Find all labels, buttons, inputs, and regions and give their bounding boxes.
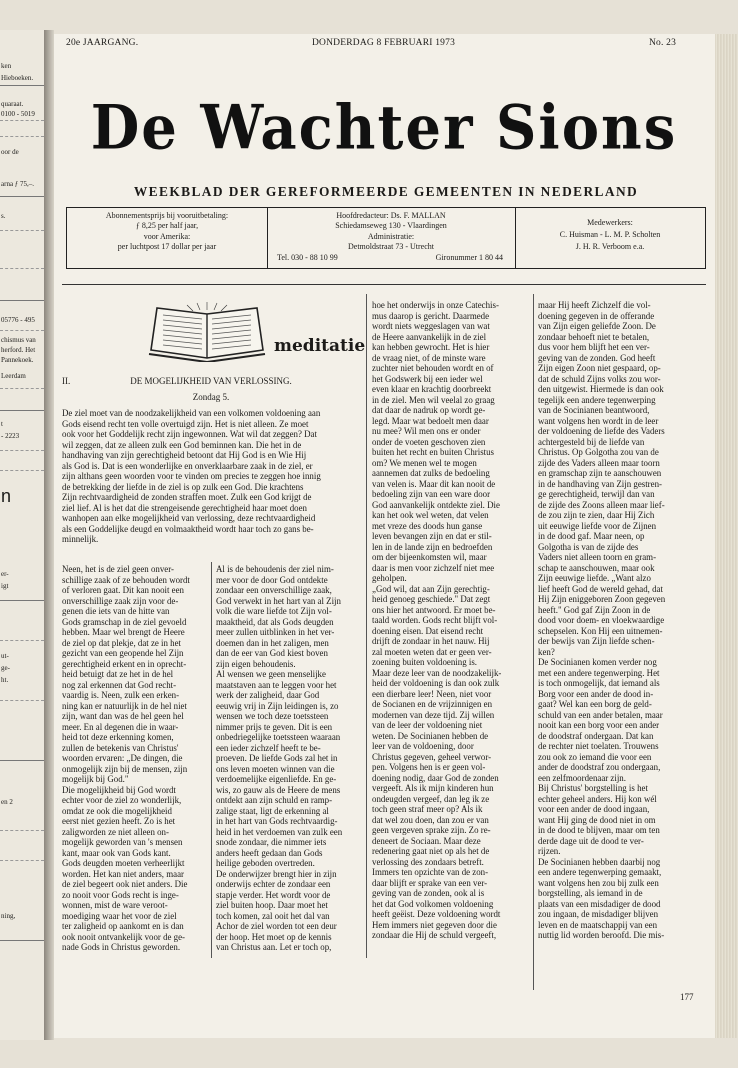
text-line: toch geen straf meer op? Als ik (372, 804, 483, 814)
editor-line: Hoofdredacteur: Ds. F. MALLAN (336, 211, 446, 220)
volume-label: 20e JAARGANG. (66, 38, 139, 48)
text-line: De Socinianen hebben daarbij nog (538, 856, 661, 867)
section-label: meditatie (274, 336, 366, 356)
text-line: Zijn eigen Zoon niet gespaard, op- (538, 363, 661, 373)
text-line: heeft." God gaf Zijn Zoon in de (538, 604, 651, 615)
text-line: deneert de Sociaan. Maar deze (372, 835, 481, 846)
previous-page-fragment: herford. Het (1, 346, 36, 354)
text-line: doemen dan in het zaligen, men (216, 637, 329, 648)
text-line: buiten het recht en buiten Christus (372, 447, 495, 457)
previous-page-rule (0, 85, 44, 86)
text-line: want volgens hen wordt in de leer (538, 415, 659, 426)
text-line: in het hart van Gods rechtvaardig- (216, 816, 338, 826)
text-line: zullen de betekenis van Christus' (62, 742, 179, 753)
text-line: want Hij ging de dood niet in om (538, 814, 656, 825)
text-line: gezicht van een geopende hel Zijn (62, 648, 184, 658)
text-line: de ziel begeert ook niet anders. Die (62, 879, 188, 889)
text-line: anders heeft gedaan dan Gods (216, 847, 323, 858)
text-line: woorden ervaren: „De dingen, die (62, 753, 183, 763)
text-line: Neen, het is de ziel geen onver- (62, 564, 174, 574)
text-line: Zijn eeuwige liefde. „Want alzo (538, 573, 651, 583)
text-line: van Christus aan. Let er toch op, (216, 942, 332, 952)
text-line: stapje verder. Het wordt voor de (216, 889, 331, 900)
text-line: heilige geboden overtreden. (216, 858, 315, 868)
text-line: kan hebben gewrocht. Het is hier (372, 342, 490, 352)
text-line: echter voor de ziel zo wonderlijk, (62, 795, 182, 805)
previous-page-fragment: arna ƒ 75,–. (1, 180, 35, 188)
text-line: Achor de ziel worden tot een deur (216, 921, 337, 931)
text-line: zaligworden ze niet alleen on- (62, 826, 169, 837)
text-line: wordt niets weggeslagen van wat (372, 321, 490, 331)
text-line: handhaving van zijn gerechtigheid betoont dat Hij God is en Wie Hij (62, 450, 307, 460)
text-line: genen die iets van de hitte van (62, 606, 170, 616)
previous-page-rule (0, 196, 44, 197)
book-gutter (44, 30, 54, 1040)
text-line: is toch onmogelijk, dat iemand als (538, 678, 660, 688)
previous-page-fragment: ht. (1, 676, 9, 684)
text-line: leven bevangen zijn en dat er stil- (372, 531, 492, 541)
text-line: in de ziel. Men wil veelal zo graag (372, 394, 495, 405)
text-line: Borg voor een ander de dood in- (538, 688, 654, 699)
text-line: redenering gaat niet op als het de (372, 846, 490, 856)
previous-page-fragment: ning, (1, 912, 16, 920)
text-line: Christus gegeven, geheel verwor- (372, 751, 492, 762)
text-line: dat daar de nadruk op wordt ge- (372, 405, 486, 415)
article-intro (62, 408, 362, 545)
text-line: een andere tegenwerping gemaakt, (538, 867, 662, 877)
text-line: dat de schuld Zijns volks zou wor- (538, 373, 661, 384)
text-line: van de Socinianen beantwoord, (538, 405, 650, 415)
text-line: drijft de zondaar in het nauw. Hij (372, 636, 490, 646)
text-line: nu mee? Wil men ons er onder (372, 426, 481, 436)
contributors-info (515, 208, 705, 268)
column-rule (211, 562, 212, 958)
text-line: of verloren gaat. Dit kan nooit een (62, 585, 184, 595)
text-line: ontdekt aan zijn schuld en ramp- (216, 795, 333, 805)
article-column-2 (216, 564, 362, 953)
text-line: weten. De Socinianen hebben de (372, 730, 489, 741)
text-line: als een Goddelijke deugd en volmaaktheid wordt haar toch zo gans be- (62, 523, 314, 534)
text-line: volk die ware liefde tot Zijn vol- (216, 606, 332, 616)
text-line: vergeeft. Als ik mijn kinderen hun (372, 783, 494, 793)
text-line: derde dage uit de dood te ver- (538, 835, 644, 846)
text-line: Al is de behoudenis der ziel nim- (216, 564, 334, 574)
text-line: schillige zaak of ze behouden wordt (62, 574, 190, 585)
text-line: vaardig is. Neen, zulk een erken- (62, 690, 180, 700)
text-line: ons hier het antwoord. Er moet be- (372, 604, 496, 615)
text-line: zo nooit voor Gods recht is inge- (62, 889, 179, 900)
text-line: bedoeling zijn van een ware door (372, 489, 491, 499)
article-column-1 (62, 564, 206, 953)
text-line: de vraag niet, of de minste ware (372, 352, 486, 363)
text-line: kant, maar ook van Gods kant. (62, 847, 171, 858)
previous-page-rule (0, 120, 44, 121)
text-line: dat wel zou doen, dan zou er van (372, 814, 489, 825)
text-line: een ieder zichzelf heeft te be- (216, 742, 321, 753)
article-column-3 (372, 300, 528, 941)
text-line: De onderwijzer brengt hier in zijn (216, 868, 337, 879)
text-line: de zou zijn te zien, daar Hij Zich (538, 510, 655, 520)
previous-page-fragment: n (1, 486, 12, 506)
previous-page-rule (0, 230, 44, 231)
text-line: zondaar een onverschillige zaak, (216, 585, 332, 595)
text-line: aannemen dat zulks de bedoeling (372, 468, 490, 478)
text-line: ondeugden vergeef, dan leg ik ze (372, 793, 490, 804)
date-label: DONDERDAG 8 FEBRUARI 1973 (312, 38, 456, 48)
text-line: van velen is. Maar dit kan nooit de (372, 478, 496, 489)
text-line: nooit kan een borg voor een ander (538, 720, 660, 730)
previous-page-rule (0, 600, 44, 601)
text-line: nuttig lid worden beroofd. Die mis- (538, 930, 665, 940)
previous-page-strip (0, 30, 45, 1040)
previous-page-rule (0, 450, 44, 451)
text-line: doening gegeven in de offerande (538, 310, 655, 321)
text-line: Hij Zijn eniggeboren Zoon gegeven (538, 594, 666, 604)
text-line: doening eisen. Dat eisend recht (372, 625, 484, 636)
previous-page-rule (0, 830, 44, 831)
text-line: Christus. Op Golgotha zou van de (538, 447, 659, 457)
text-line: God verwekt in het hart van al Zijn (216, 595, 341, 606)
text-line: Gods gramschap in de ziel gevoeld (62, 616, 187, 627)
contributors-line: J. H. R. Verboom e.a. (575, 242, 645, 251)
previous-page-fragment: quaraat. (1, 100, 24, 108)
page-edges (715, 34, 738, 1038)
previous-page-fragment: t (1, 420, 3, 428)
text-line: omdat ze ook die mogelijkheid (62, 805, 172, 816)
text-line: zuchter niet behouden wordt en of (372, 363, 494, 373)
text-line: proeven. De liefde Gods zal het in (216, 753, 338, 763)
text-line: toch komen, zal ooit het dal van (216, 910, 330, 921)
text-line: maar Hij heeft Zichzelf die vol- (538, 300, 651, 310)
open-bible-icon (147, 300, 267, 362)
text-line: het Godswerk bij een ieder wel (372, 373, 483, 384)
previous-page-fragment: s. (1, 212, 6, 220)
text-line: geving van de zonden, ook al is (372, 888, 485, 898)
text-line: zijn eigen behoudenis. (216, 658, 296, 669)
previous-page-fragment: 05776 - 495 (1, 316, 35, 324)
text-line: „God wil, dat aan Zijn gerechtig- (372, 583, 490, 594)
editor-line: Schiedamseweg 130 - Vlaardingen (335, 221, 447, 231)
text-line: mogelijk geworden van 's mensen (62, 837, 183, 847)
previous-page-fragment: ken (1, 62, 12, 70)
article-title: DE MOGELIJKHEID VAN VERLOSSING. (130, 376, 292, 386)
text-line: Gods deugden moeten verheerlijkt (62, 858, 185, 868)
page-number: 177 (680, 992, 694, 1002)
text-line: wanhopen aan elke mogelijkheid van verlossing, deze rechtvaardigheid (62, 513, 316, 523)
contributors-line: C. Huisman - L. M. P. Scholten (559, 230, 661, 239)
text-line: daar blijft er sprake van een ver- (372, 877, 488, 888)
text-line: geen vergeven sprake zijn. Zo re- (372, 825, 491, 835)
text-line: de rechter niet toelaten. Trouwens (538, 741, 659, 751)
text-line: Die mogelijkheid bij God wordt (62, 784, 176, 795)
header-rule (62, 284, 706, 285)
text-line: dus voor hem blijft het een ver- (538, 342, 650, 352)
issue-label: No. 23 (649, 38, 677, 48)
text-line: worden. Het kan niet anders, maar (62, 868, 184, 879)
previous-page-fragment: oor de (1, 148, 19, 156)
previous-page-fragment: - 2223 (1, 432, 20, 440)
text-line: heid tot deze erkenning komen, (62, 732, 174, 742)
text-line: in de dood gaf. Maar neen, op (538, 531, 645, 541)
text-line: de zijde des Zoons alleen maar lief- (538, 499, 665, 510)
text-line: zijde des Vaders alleen maar toorn (538, 457, 660, 468)
text-line: schap te aanschouwen, maar ook (538, 562, 655, 573)
text-line: zal moeten weten dat er geen ver- (372, 646, 492, 657)
text-line: ander de doodstraf zou ondergaan, (538, 762, 661, 772)
text-line: eerst niet gezien heeft. Zo is het (62, 816, 176, 826)
text-line: nade Gods in Christus geworden. (62, 942, 181, 952)
text-line: van Zijn eigen geliefde Zoon. De (538, 321, 656, 331)
text-line: Gods eisend recht ten volle overtuigd zijn. Het is niet alleen. Ze moet (62, 418, 309, 429)
text-line: als God is. Dat is een wonderlijke en onverklaarbare zaak in de ziel, er (62, 460, 313, 471)
text-line: de doodstraf ondergaan. Dat kan (538, 730, 654, 741)
text-line: ge gerechtigheid, terwijl dan van (538, 489, 655, 499)
previous-page-rule (0, 470, 44, 471)
text-line: der bewijs van Zijn liefde schen- (538, 636, 655, 646)
text-line: leven en de maatschappij van een (538, 919, 658, 930)
text-line: de Socianen en de vrijzinnigen en (372, 699, 493, 709)
text-line: ning kan er natuurlijk in de hel niet (62, 700, 187, 711)
previous-page-fragment: er- (1, 570, 9, 578)
previous-page-rule (0, 268, 44, 269)
text-line: onder de voeten geschoven zien (372, 436, 486, 447)
text-line: ook voor het Goddelijk recht zijn ingewonnen. Wat wil dat zeggen? Dat (62, 429, 317, 439)
text-line: legd. Maar wat bedoelt men daar (372, 415, 489, 426)
text-line: maaktheid, dat als Gods deugden (216, 616, 334, 627)
previous-page-rule (0, 300, 44, 301)
previous-page-fragment: Leerdam (1, 372, 26, 380)
text-line: het dat God volkomen voldoening (372, 898, 494, 909)
text-line: nimmer prijs te geven. Dit is een (216, 721, 333, 732)
text-line: van de leer der voldoening niet (372, 720, 483, 730)
text-line: om der bijeenkomsten wil, maar (372, 552, 487, 562)
text-line: rijzen. (538, 846, 561, 856)
previous-page-rule (0, 330, 44, 331)
text-line: ken? (538, 646, 555, 657)
previous-page-rule (0, 760, 44, 761)
text-line: zijn, want dan was de hel geen hel (62, 711, 184, 721)
text-line: wonnen, mist de ware veroot- (62, 900, 168, 910)
masthead-subtitle: WEEKBLAD DER GEREFORMEERDE GEMEENTEN IN NEDERLAND (133, 184, 639, 199)
text-line: de betrekking der liefde in de ziel is op zulk een God. Die krachtens (62, 481, 304, 492)
part-number: II. (62, 376, 71, 386)
text-line: heid der voldoening is dan ook zulk (372, 678, 500, 688)
text-line: ter zaligheid op aankomt en is dan (62, 921, 184, 931)
text-line: in de dood te blijven, maar om ten (538, 825, 660, 835)
text-line: verdoemelijke eigenliefde. En ge- (216, 774, 337, 784)
text-line: plaats van een misdadiger de dood (538, 898, 661, 909)
text-line: zijn althans geen woorden voor te vinden om precies te zeggen hoe innig (62, 471, 321, 481)
text-line: den uitgewist. Hiermede is dan ook (538, 384, 664, 394)
text-line: meer. En al degenen die in waar- (62, 721, 179, 732)
previous-page-rule (0, 136, 44, 137)
text-line: der hoop. Het moet op de kennis (216, 931, 332, 942)
text-line: werk der zaligheid, daar God (216, 690, 320, 700)
text-line: zalige staat, ligt de erkenning al (216, 805, 329, 816)
text-line: een dierbare leer! Neen, niet voor (372, 688, 492, 699)
text-line: mer voor de door God ontdekte (216, 574, 328, 585)
article-subtitle: Zondag 5. (192, 392, 230, 402)
previous-page-rule (0, 860, 44, 861)
previous-page-rule (0, 640, 44, 641)
text-line: de ziel op dat plekje, dat ze in het (62, 637, 182, 648)
text-line: zou ook zo iemand die voor een (538, 751, 652, 762)
text-line: meer zullen uitblinken in het ver- (216, 627, 335, 637)
text-line: zondaar die Hij de schuld vergeeft, (372, 930, 497, 940)
text-line: zoening buiten voldoening is. (372, 657, 478, 667)
text-line: zondaar behoeft niet te betalen, (538, 331, 650, 342)
text-line: en gramschap zijn te aanschouwen (538, 468, 662, 478)
text-line: eeuwig vrij in Zijn leidingen is, zo (216, 700, 339, 711)
text-line: hebben. Maar wel brengt de Heere (62, 627, 185, 637)
text-line: in de handhaving van Zijn gestren- (538, 478, 662, 489)
subscription-line: voor Amerika: (143, 231, 191, 241)
tel-label: Tel. 030 - 88 10 99 (277, 252, 338, 262)
text-line: len in de lande zijn en bedroefden (372, 541, 493, 552)
text-line: Maar deze leer van de noodzakelijk- (372, 667, 502, 678)
text-line: onbedriegelijke toetssteen waaraan (216, 732, 341, 742)
text-line: Golgotha is van de zijde des (538, 541, 639, 552)
text-line: gaat? Wel kan een borg de geld- (538, 699, 652, 709)
editor-line: Detmoldstraat 73 - Utrecht (348, 242, 434, 252)
text-line: heid genoeg geschiede." Dat zegt (372, 594, 491, 604)
text-line: De Socinianen komen verder nog (538, 657, 657, 667)
text-line: ziel lief. Al is het dat die strengeisende gerechtigheid haar moet doen (62, 502, 307, 513)
previous-page-rule (0, 410, 44, 411)
subscription-line: per luchtpost 17 dollar per jaar (117, 242, 217, 252)
text-line: Bij Christus' borgstelling is het (538, 783, 648, 793)
text-line: moediging waar het voor de ziel (62, 910, 177, 921)
text-line: God aanvankelijk ontdekte ziel. Die (372, 499, 500, 510)
text-line: borgstelling, als iemand in de (538, 888, 643, 898)
text-line: Zijn rechtvaardigheid de zonden straffen moet. Zulk een God krijgt de (62, 492, 312, 502)
text-line: geholpen. (372, 573, 407, 583)
text-line: wil zeggen, dat ze alleen zulk een God beminnen kan. Die het in de (62, 439, 302, 450)
editor-info (267, 208, 515, 268)
text-line: taald worden. Gods recht blijft vol- (372, 615, 498, 625)
text-line: echter geheel anders. Hij kon wél (538, 793, 657, 804)
text-line: tegelijk een andere tegenwerping (538, 394, 656, 405)
previous-page-fragment: Hieboeken. (1, 74, 34, 82)
text-line: minnelijk. (62, 534, 99, 544)
text-line: gerechtigheid erkent en in oprecht- (62, 658, 187, 669)
previous-page-rule (0, 700, 44, 701)
text-line: Immers ten opzichte van de zon- (372, 867, 489, 877)
text-line: met een andere tegenwerping. Het (538, 667, 660, 678)
text-line: der voldoening de liefde des Vaders (538, 426, 665, 436)
text-line: onderwijs echter de zondaar een (216, 879, 331, 889)
text-line: lief heeft God de wereld gehad, dat (538, 583, 663, 594)
text-line: heid in het verdoemen van zulk een (216, 826, 343, 837)
text-line: geving van de zonden. God heeft (538, 352, 656, 363)
text-line: ook nooit ontvankelijk voor de ge- (62, 931, 185, 942)
text-line: pen. Volgens hen is er geen vol- (372, 762, 486, 772)
text-line: mogelijk bij God." (62, 774, 129, 784)
previous-page-fragment: ut- (1, 652, 9, 660)
previous-page-rule (0, 940, 44, 941)
text-line: modernen van deze tijd. Zij willen (372, 709, 495, 720)
text-line: kan het ook wel weten, dat velen (372, 510, 489, 520)
text-line: maatstaven aan te leggen voor het (216, 679, 337, 690)
previous-page-fragment: Pannekoek. (1, 356, 34, 364)
text-line: achtergesteld bij de liefde van (538, 436, 645, 447)
previous-page-rule (0, 388, 44, 389)
previous-page-fragment: chismus van (1, 336, 36, 344)
text-line: de Heere aanvankelijk in de ziel (372, 331, 487, 342)
text-line: dan de eer van God kiest boven (216, 648, 328, 658)
editor-line: Administratie: (367, 231, 415, 241)
subscription-line: Abonnementsprijs bij vooruitbetaling: (105, 211, 229, 220)
previous-page-fragment: 0100 - 5019 (1, 110, 35, 118)
text-line: voor een ander de dood ingaan, (538, 804, 650, 814)
text-line: een zelfmoordenaar zijn. (538, 772, 626, 783)
column-rule (366, 294, 367, 958)
text-line: hoe het onderwijs in onze Catechis- (372, 300, 499, 310)
text-line: Al wensen we geen menselijke (216, 669, 326, 679)
masthead-title: De Wachter Sions (90, 92, 678, 164)
text-line: daar is men voor zichzelf niet mee (372, 562, 495, 573)
text-line: onmogelijk zijn bij de mensen, zijn (62, 763, 188, 774)
text-line: De ziel moet van de noodzakelijkheid van een volkomen voldoening aan (62, 408, 321, 418)
text-line: onverschillige zaak zijn voor de- (62, 595, 179, 606)
subscription-line: ƒ 8,25 per half jaar, (135, 221, 199, 231)
text-line: uit eeuwige liefde voor de Zijnen (538, 520, 657, 531)
text-line: want volgens hen zou bij zulk een (538, 877, 659, 888)
text-line: met vreze des doods hun ganse (372, 520, 483, 531)
text-line: ziel buiten hoop. Daar moet het (216, 900, 328, 910)
previous-page-fragment: ge- (1, 664, 10, 672)
text-line: om? We menen wel te mogen (372, 457, 477, 468)
text-line: Hem immers niet gegeven door die (372, 919, 497, 930)
text-line: wensen we toch deze toetssteen (216, 711, 329, 721)
text-line: ons leven moeten winnen van die (216, 763, 335, 774)
text-line: doening nodig, daar God de zonden (372, 772, 499, 783)
text-line: nog zal erkennen dat God recht- (62, 679, 177, 690)
contributors-line: Medewerkers: (587, 218, 633, 227)
text-line: snode zondaar, die nimmer iets (216, 837, 327, 847)
text-line: schepselen. Kon Hij een uitnemen- (538, 625, 663, 636)
column-rule (533, 294, 534, 990)
text-line: heeft geëist. Deze voldoening wordt (372, 909, 501, 919)
giro-label: Gironummer 1 80 44 (435, 252, 503, 262)
text-line: schuld van een ander betalen, maar (538, 709, 663, 720)
previous-page-fragment: igt (1, 582, 9, 590)
text-line: dood voor doem- en vloekwaardige (538, 615, 665, 625)
text-line: Vaders niet alleen toorn en gram- (538, 552, 657, 562)
text-line: leer van de voldoening, door (372, 741, 474, 751)
text-line: mus daarop is gericht. Daarmede (372, 310, 490, 321)
info-box (66, 207, 706, 269)
text-line: verlossing des zondaars betreft. (372, 856, 484, 867)
previous-page-fragment: en 2 (1, 798, 13, 806)
text-line: even klaar en krachtig doorbreekt (372, 384, 492, 394)
text-line: wis, zo gauw als de Heere de mens (216, 784, 341, 795)
text-line: heid betuigt dat ze het in de hel (62, 669, 174, 679)
subscription-info (67, 208, 267, 268)
article-column-4 (538, 300, 694, 941)
text-line: zou ingaan, de misdadiger blijven (538, 909, 659, 919)
